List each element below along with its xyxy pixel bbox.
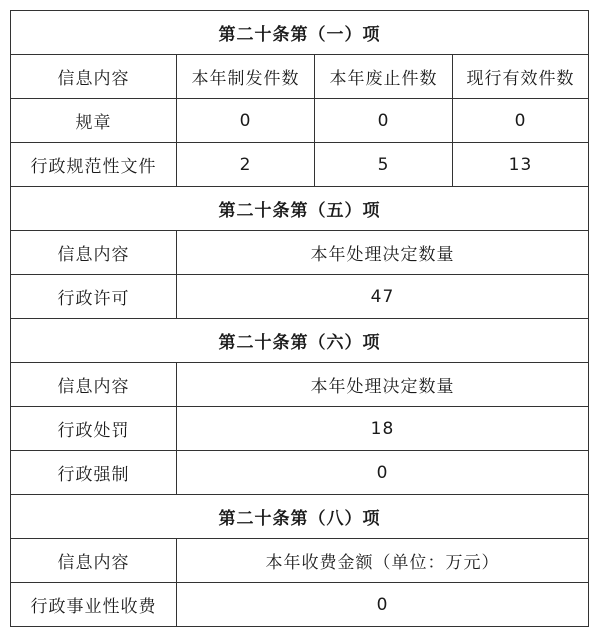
header-cell: 信息内容 [11,539,177,583]
header-cell: 本年处理决定数量 [177,363,589,407]
row-value: 0 [315,99,453,143]
section-title-row [11,11,589,55]
row-label: 行政强制 [11,451,177,495]
row-label: 行政事业性收费 [11,583,177,627]
header-cell: 信息内容 [11,363,177,407]
row-value: 5 [315,143,453,187]
row-value: 2 [177,143,315,187]
header-cell: 信息内容 [11,231,177,275]
table-row [11,99,589,143]
row-value: 18 [177,407,589,451]
table-row [11,275,589,319]
row-label: 行政许可 [11,275,177,319]
header-row [11,363,589,407]
header-cell: 信息内容 [11,55,177,99]
table-row [11,143,589,187]
section-title: 第二十条第（六）项 [11,319,589,363]
header-cell: 本年废止件数 [315,55,453,99]
row-label: 规章 [11,99,177,143]
row-label: 行政处罚 [11,407,177,451]
header-row [11,231,589,275]
section-title-row [11,319,589,363]
header-cell: 本年收费金额（单位：万元） [177,539,589,583]
header-cell: 本年制发件数 [177,55,315,99]
section-title-row [11,495,589,539]
row-value: 0 [177,583,589,627]
header-cell: 现行有效件数 [453,55,589,99]
row-value: 47 [177,275,589,319]
table-row [11,583,589,627]
table-row [11,451,589,495]
header-row [11,55,589,99]
row-label: 行政规范性文件 [11,143,177,187]
row-value: 0 [453,99,589,143]
section-title: 第二十条第（八）项 [11,495,589,539]
section-title: 第二十条第（一）项 [11,11,589,55]
section-title: 第二十条第（五）项 [11,187,589,231]
disclosure-table [10,10,589,627]
row-value: 0 [177,451,589,495]
header-cell: 本年处理决定数量 [177,231,589,275]
section-title-row [11,187,589,231]
row-value: 13 [453,143,589,187]
header-row [11,539,589,583]
row-value: 0 [177,99,315,143]
table-row [11,407,589,451]
